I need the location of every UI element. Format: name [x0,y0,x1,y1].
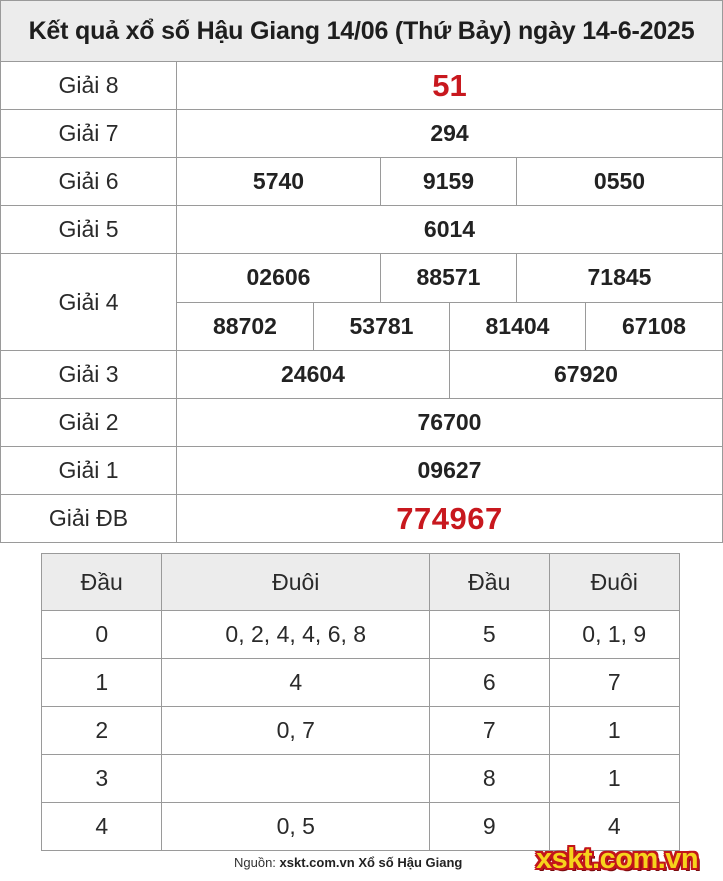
head-digit: 2 [42,707,162,755]
column-header-head: Đầu [42,554,162,611]
prize-row-g3 [0,351,723,399]
prize-number: 9159 [380,158,516,205]
head-digit: 1 [42,659,162,707]
prize-row-g6 [0,158,723,206]
brand-logo: xskt.com.vn [536,843,699,875]
loto-header-row [42,554,680,611]
prize-label: Giải 5 [1,206,177,253]
prize-number: 76700 [417,409,482,435]
prize-number: 24604 [281,361,345,387]
tail-digits: 0, 1, 9 [549,611,679,659]
prize-number: 67920 [449,351,722,398]
prize-row-g8 [0,62,723,110]
source-link[interactable]: xskt.com.vn [279,855,355,870]
prize-number: 67108 [585,303,722,351]
prize-number: 09627 [417,457,482,483]
prize-number: 53781 [313,303,449,351]
prize-number: 294 [430,120,469,146]
prize-row-g5 [0,206,723,254]
head-digit: 3 [42,755,162,803]
column-header-tail: Đuôi [549,554,679,611]
source-prefix: Nguồn: [234,855,276,870]
tail-digits: 7 [549,659,679,707]
loto-table [41,553,680,851]
prize-label: Giải 6 [1,158,177,205]
head-digit: 5 [430,611,549,659]
source-name: Xổ số Hậu Giang [358,855,463,870]
head-digit: 8 [430,755,549,803]
head-digit: 9 [430,803,549,851]
prize-number: 0550 [516,158,722,205]
prize-label: Giải 3 [1,351,177,398]
source-credit [234,855,462,870]
prize-label: Giải 1 [1,447,177,494]
prize-label: Giải 7 [1,110,177,157]
tail-digits: 0, 7 [162,707,430,755]
prize-number: 02606 [246,264,311,291]
prize-row-g1 [0,447,723,495]
page-title: Kết quả xổ số Hậu Giang 14/06 (Thứ Bảy) ngày 14-6-2025 [0,0,723,62]
tail-digits: 4 [162,659,430,707]
tail-digits: 0, 2, 4, 4, 6, 8 [162,611,430,659]
table-row [42,611,680,659]
column-header-tail: Đuôi [162,554,430,611]
prize-number: 88702 [213,312,277,339]
prize-label: Giải 2 [1,399,177,446]
prize-number: 71845 [516,254,722,302]
tail-digits: 0, 5 [162,803,430,851]
tail-digits: 4 [549,803,679,851]
table-row [42,707,680,755]
head-digit: 0 [42,611,162,659]
prize-label: Giải ĐB [1,495,177,542]
prize-number: 51 [432,67,467,103]
prize-row-special [0,495,723,543]
prize-number: 5740 [252,168,305,194]
prize-row-g4 [0,254,723,351]
prize-number: 6014 [423,216,476,242]
tail-digits: 1 [549,755,679,803]
prize-label: Giải 8 [1,62,177,109]
tail-digits: 1 [549,707,679,755]
head-digit: 4 [42,803,162,851]
table-row [42,659,680,707]
column-header-head: Đầu [430,554,549,611]
prize-number: 81404 [449,303,585,351]
prize-row-g7 [0,110,723,158]
head-digit: 6 [430,659,549,707]
prize-label: Giải 4 [1,254,177,350]
prize-number: 88571 [380,254,516,302]
table-row [42,755,680,803]
prize-row-g2 [0,399,723,447]
special-prize-number: 774967 [396,500,503,536]
tail-digits [162,755,430,803]
head-digit: 7 [430,707,549,755]
